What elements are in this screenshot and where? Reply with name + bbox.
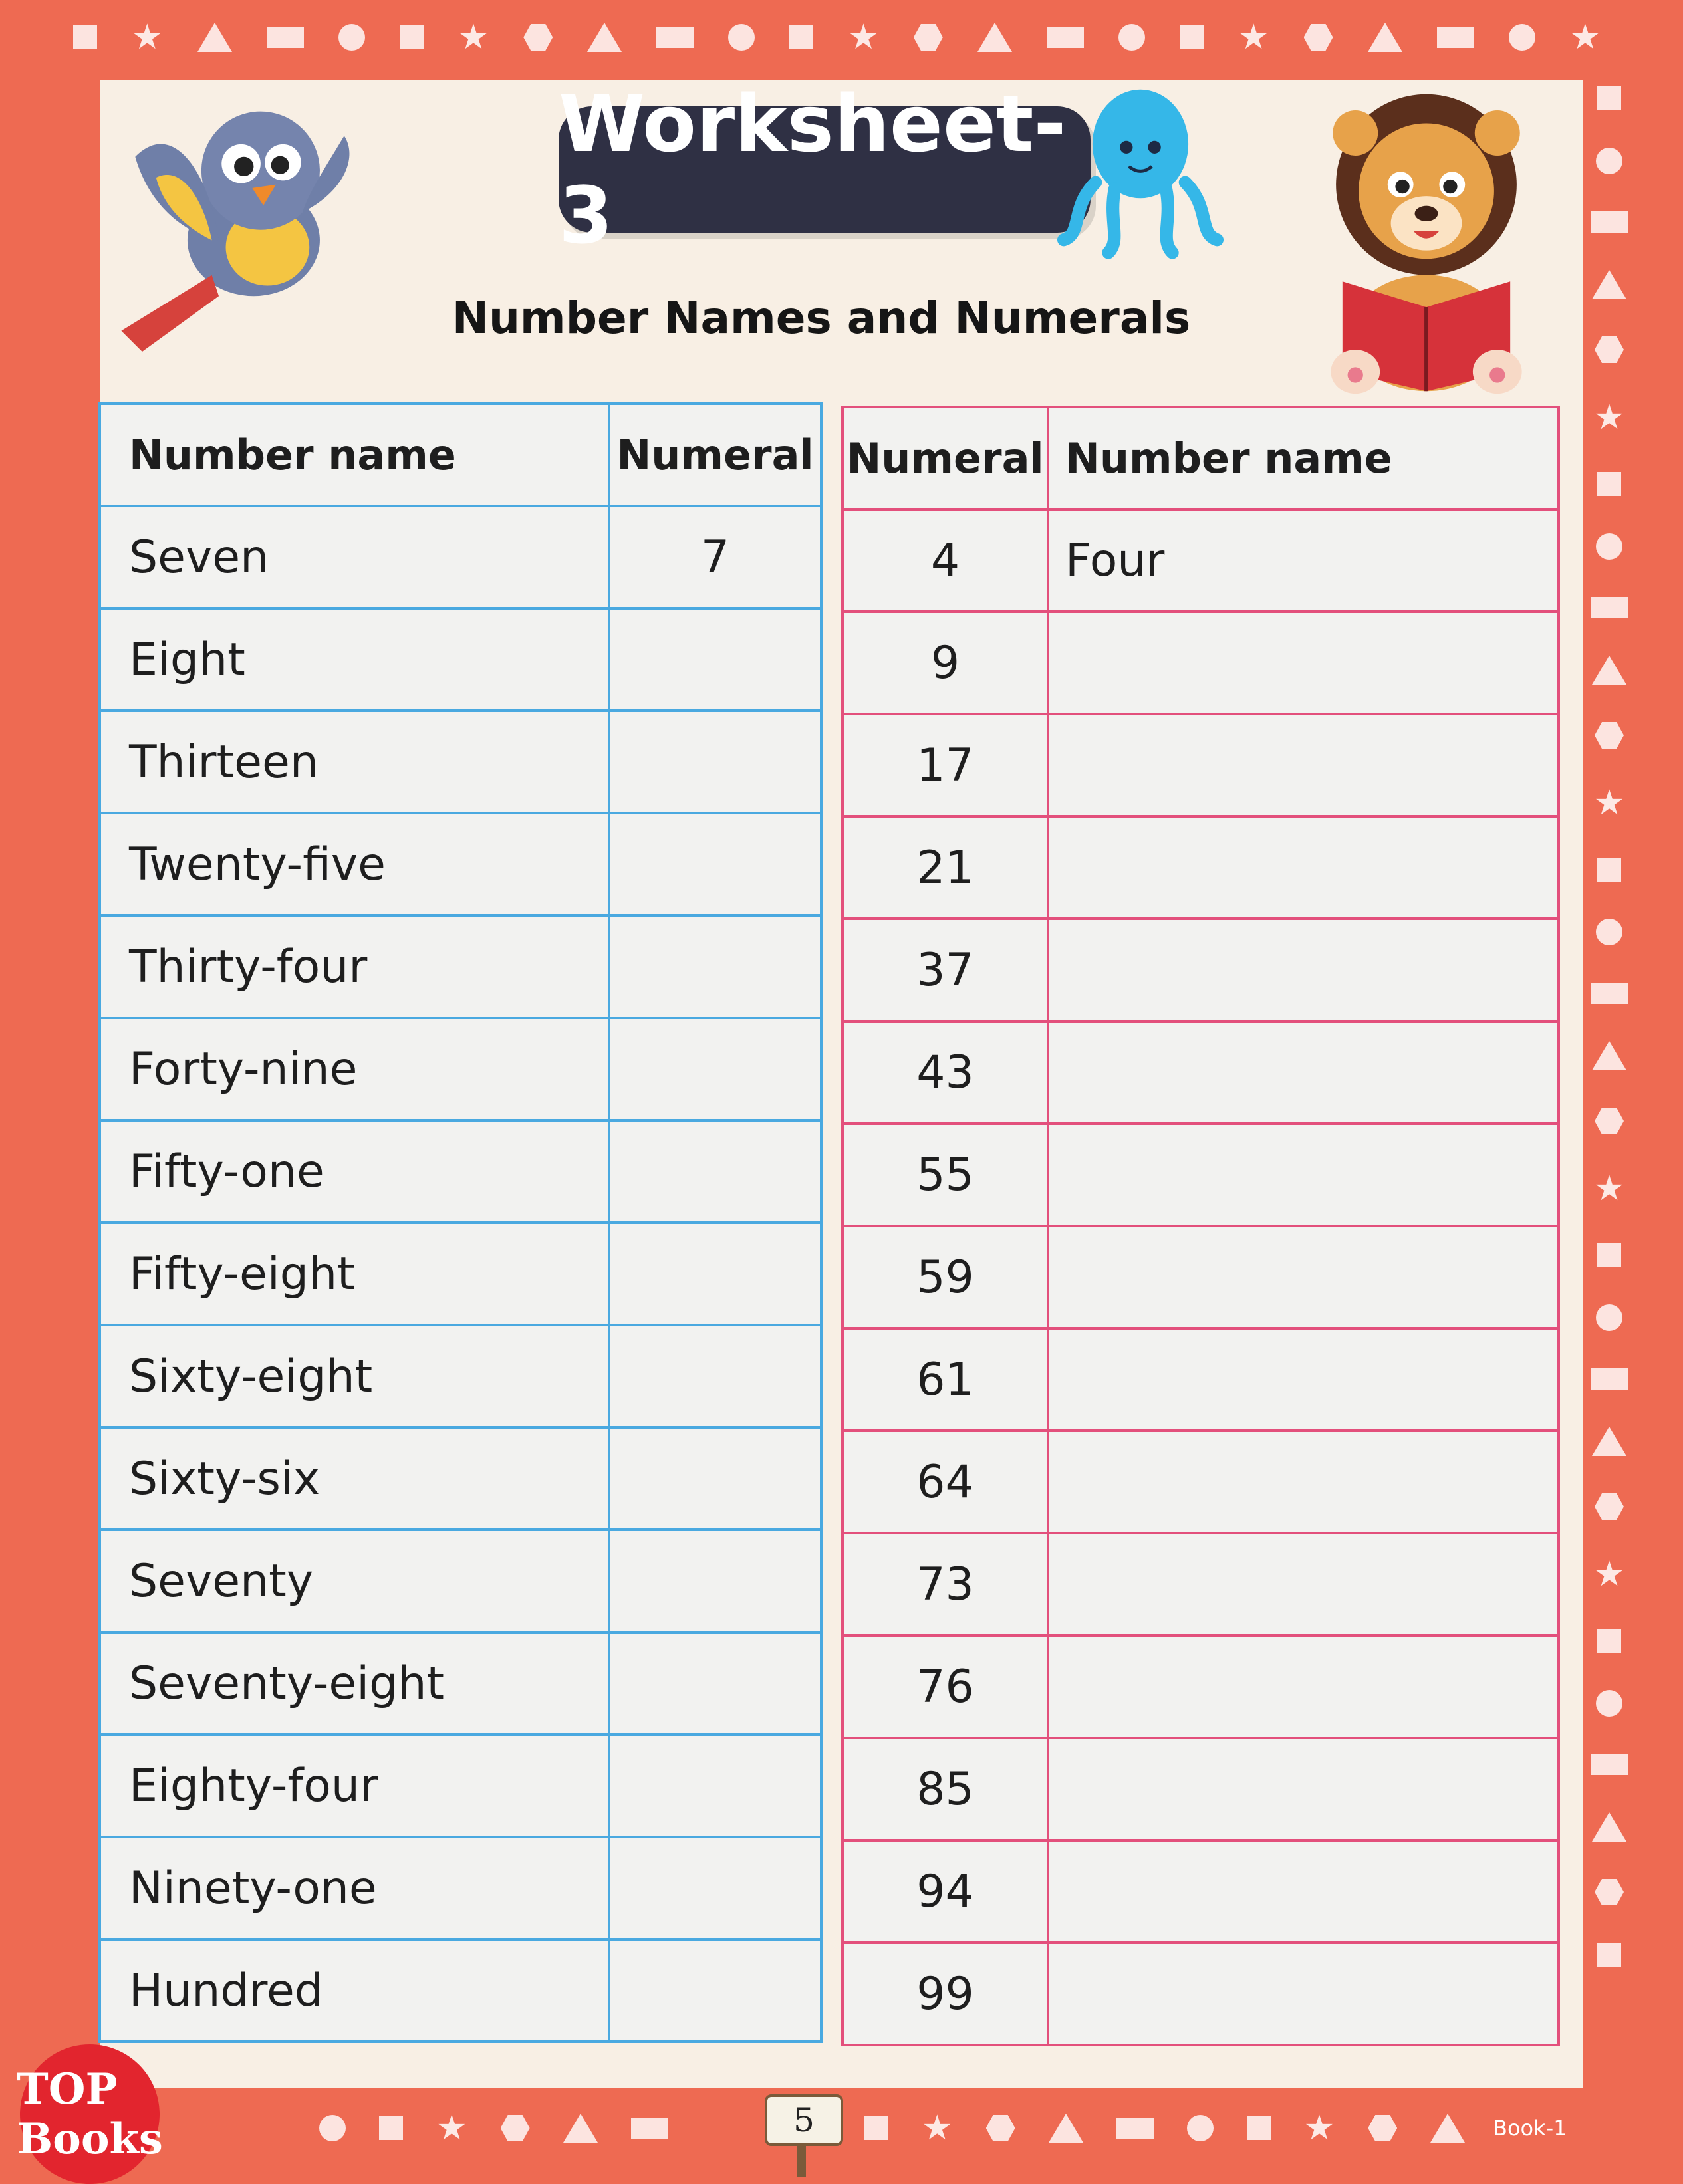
- number-name-cell[interactable]: [1048, 1431, 1559, 1533]
- hexagon-shape: [1595, 336, 1624, 363]
- number-name-cell[interactable]: [1048, 919, 1559, 1021]
- numeral-cell: 7: [609, 506, 821, 608]
- triangle-shape: [977, 23, 1012, 52]
- star-shape: ★: [1593, 1554, 1625, 1594]
- table-row: [100, 1325, 821, 1427]
- bird-illustration: [93, 73, 372, 366]
- header-numeral: Numeral: [609, 404, 821, 506]
- numeral-cell[interactable]: [609, 1120, 821, 1223]
- table-row: [842, 1533, 1559, 1636]
- square-shape: [1180, 25, 1204, 49]
- number-name-cell[interactable]: [1048, 1328, 1559, 1431]
- triangle-shape: [1368, 23, 1402, 52]
- page-number-sign: 5: [765, 2094, 843, 2146]
- numeral-cell[interactable]: [609, 608, 821, 711]
- triangle-shape: [1592, 270, 1626, 299]
- triangle-shape: [1592, 656, 1626, 685]
- frame-shapes-right: [1591, 86, 1628, 1967]
- table-row: [842, 1124, 1559, 1226]
- numeral-cell: 73: [842, 1533, 1048, 1636]
- number-name-cell[interactable]: [1048, 1943, 1559, 2045]
- numeral-cell: 4: [842, 509, 1048, 612]
- numeral-cell[interactable]: [609, 1325, 821, 1427]
- rectangle-shape: [656, 27, 694, 48]
- numeral-cell[interactable]: [609, 915, 821, 1018]
- octopus-illustration: [1057, 80, 1224, 259]
- star-shape: ★: [457, 17, 489, 57]
- publisher-logo-badge: TOP Books: [20, 2044, 160, 2184]
- triangle-shape: [1592, 1041, 1626, 1070]
- circle-shape: [1596, 1690, 1622, 1717]
- circle-shape: [1596, 148, 1622, 174]
- table-row: [100, 1632, 821, 1735]
- star-shape: ★: [848, 17, 879, 57]
- rectangle-shape: [1116, 2118, 1154, 2139]
- numeral-cell: 85: [842, 1738, 1048, 1840]
- triangle-shape: [197, 23, 232, 52]
- number-name-cell: Hundred: [100, 1939, 609, 2042]
- header-number-name: Number name: [1048, 407, 1559, 509]
- sign-post: [797, 2144, 806, 2177]
- table-row: [100, 1018, 821, 1120]
- number-name-cell[interactable]: [1048, 1738, 1559, 1840]
- table-row: [100, 1120, 821, 1223]
- numeral-cell: 55: [842, 1124, 1048, 1226]
- triangle-shape: [587, 23, 622, 52]
- triangle-shape: [563, 2114, 598, 2143]
- star-shape: ★: [1593, 398, 1625, 437]
- table-row: [842, 1840, 1559, 1943]
- table-row: [100, 1735, 821, 1837]
- numeral-cell: 21: [842, 816, 1048, 919]
- number-name-cell: Eighty-four: [100, 1735, 609, 1837]
- square-shape: [1597, 1629, 1621, 1653]
- numeral-cell[interactable]: [609, 1427, 821, 1530]
- circle-shape: [1596, 1304, 1622, 1331]
- numeral-cell: 61: [842, 1328, 1048, 1431]
- frame-shapes-bottom: [319, 2108, 668, 2148]
- table-row: [842, 1431, 1559, 1533]
- star-shape: ★: [1237, 17, 1269, 57]
- numeral-cell[interactable]: [609, 1837, 821, 1939]
- circle-shape: [1596, 919, 1622, 945]
- table-row: [100, 1939, 821, 2042]
- number-name-cell: Forty-nine: [100, 1018, 609, 1120]
- table-row: [842, 509, 1559, 612]
- table-row: [842, 816, 1559, 919]
- number-name-cell: Thirteen: [100, 711, 609, 813]
- rectangle-shape: [1591, 597, 1628, 618]
- hexagon-shape: [914, 24, 943, 51]
- number-name-to-numeral-table: [98, 402, 823, 2043]
- hexagon-shape: [986, 2115, 1015, 2141]
- numeral-cell[interactable]: [609, 1530, 821, 1632]
- number-name-cell: Fifty-one: [100, 1120, 609, 1223]
- table-row: [100, 608, 821, 711]
- lion-reading-illustration: [1317, 86, 1536, 399]
- table-row: [100, 1427, 821, 1530]
- square-shape: [73, 25, 97, 49]
- rectangle-shape: [1437, 27, 1474, 48]
- hexagon-shape: [523, 24, 553, 51]
- square-shape: [789, 25, 813, 49]
- numeral-cell[interactable]: [609, 1735, 821, 1837]
- star-shape: ★: [1569, 17, 1601, 57]
- numeral-cell[interactable]: [609, 711, 821, 813]
- square-shape: [1247, 2116, 1271, 2140]
- circle-shape: [338, 24, 365, 51]
- star-shape: ★: [1593, 1169, 1625, 1209]
- table-row: [842, 1226, 1559, 1328]
- number-name-cell: Sixty-six: [100, 1427, 609, 1530]
- worksheet-subtitle: Number Names and Numerals: [452, 293, 1191, 344]
- frame-shapes-top: [73, 17, 1601, 57]
- table-row: [842, 714, 1559, 816]
- rectangle-shape: [267, 27, 304, 48]
- table-row: [100, 813, 821, 915]
- rectangle-shape: [1591, 1754, 1628, 1775]
- hexagon-shape: [1595, 722, 1624, 749]
- hexagon-shape: [1368, 2115, 1397, 2141]
- triangle-shape: [1592, 1427, 1626, 1456]
- numeral-cell: 37: [842, 919, 1048, 1021]
- numeral-cell[interactable]: [609, 1018, 821, 1120]
- circle-shape: [1509, 24, 1535, 51]
- hexagon-shape: [1595, 1493, 1624, 1520]
- circle-shape: [728, 24, 755, 51]
- number-name-cell: Seven: [100, 506, 609, 608]
- worksheet-title: Worksheet-3: [559, 106, 1091, 233]
- circle-shape: [1187, 2115, 1214, 2141]
- table-row: [100, 915, 821, 1018]
- table-row: [100, 1837, 821, 1939]
- hexagon-shape: [1595, 1879, 1624, 1905]
- number-name-cell: Thirty-four: [100, 915, 609, 1018]
- table-row: [842, 612, 1559, 714]
- number-name-cell[interactable]: [1048, 1533, 1559, 1636]
- table-row: [842, 1021, 1559, 1124]
- number-name-cell: Ninety-one: [100, 1837, 609, 1939]
- numeral-cell: 9: [842, 612, 1048, 714]
- number-name-cell: Fifty-eight: [100, 1223, 609, 1325]
- table-row: [100, 1223, 821, 1325]
- number-name-cell[interactable]: [1048, 1840, 1559, 1943]
- rectangle-shape: [1591, 1368, 1628, 1390]
- square-shape: [1597, 1243, 1621, 1267]
- rectangle-shape: [1591, 211, 1628, 233]
- number-name-cell: Sixty-eight: [100, 1325, 609, 1427]
- star-shape: ★: [1593, 783, 1625, 823]
- rectangle-shape: [1591, 983, 1628, 1004]
- table-row: [842, 1636, 1559, 1738]
- numeral-cell: 76: [842, 1636, 1048, 1738]
- numeral-cell: 99: [842, 1943, 1048, 2045]
- square-shape: [1597, 472, 1621, 496]
- header-numeral: Numeral: [842, 407, 1048, 509]
- number-name-cell[interactable]: [1048, 612, 1559, 714]
- table-row: [842, 1738, 1559, 1840]
- table-row: [100, 506, 821, 608]
- number-name-cell: Twenty-five: [100, 813, 609, 915]
- star-shape: ★: [132, 17, 163, 57]
- number-name-cell: Seventy-eight: [100, 1632, 609, 1735]
- square-shape: [1597, 858, 1621, 882]
- numeral-cell: 43: [842, 1021, 1048, 1124]
- numeral-to-number-name-table: [841, 406, 1560, 2046]
- number-name-cell: Seventy: [100, 1530, 609, 1632]
- circle-shape: [1118, 24, 1145, 51]
- rectangle-shape: [1047, 27, 1084, 48]
- numeral-cell[interactable]: [609, 813, 821, 915]
- number-name-cell[interactable]: [1048, 1226, 1559, 1328]
- square-shape: [1597, 86, 1621, 110]
- book-label: Book-1: [1493, 2116, 1567, 2141]
- number-name-cell[interactable]: [1048, 816, 1559, 919]
- number-name-cell[interactable]: [1048, 714, 1559, 816]
- number-name-cell[interactable]: [1048, 1021, 1559, 1124]
- numeral-cell[interactable]: [609, 1223, 821, 1325]
- table-row: [842, 1328, 1559, 1431]
- square-shape: [864, 2116, 888, 2140]
- number-name-cell[interactable]: [1048, 1124, 1559, 1226]
- hexagon-shape: [501, 2115, 530, 2141]
- star-shape: ★: [922, 2108, 953, 2148]
- numeral-cell[interactable]: [609, 1632, 821, 1735]
- hexagon-shape: [1304, 24, 1333, 51]
- table-row: [842, 1943, 1559, 2045]
- number-name-cell: Eight: [100, 608, 609, 711]
- square-shape: [379, 2116, 403, 2140]
- header-number-name: Number name: [100, 404, 609, 506]
- table-row: [100, 1530, 821, 1632]
- numeral-cell: 94: [842, 1840, 1048, 1943]
- star-shape: ★: [1303, 2108, 1335, 2148]
- star-shape: ★: [436, 2108, 467, 2148]
- table-row: [842, 919, 1559, 1021]
- square-shape: [1597, 1943, 1621, 1967]
- circle-shape: [319, 2115, 346, 2141]
- triangle-shape: [1049, 2114, 1083, 2143]
- numeral-cell[interactable]: [609, 1939, 821, 2042]
- rectangle-shape: [631, 2118, 668, 2139]
- triangle-shape: [1592, 1812, 1626, 1842]
- circle-shape: [1596, 533, 1622, 560]
- number-name-cell[interactable]: [1048, 1636, 1559, 1738]
- numeral-cell: 64: [842, 1431, 1048, 1533]
- numeral-cell: 59: [842, 1226, 1048, 1328]
- table-row: [100, 711, 821, 813]
- square-shape: [400, 25, 424, 49]
- numeral-cell: 17: [842, 714, 1048, 816]
- number-name-cell: Four: [1048, 509, 1559, 612]
- hexagon-shape: [1595, 1108, 1624, 1134]
- frame-shapes-bottom-right: [864, 2108, 1465, 2148]
- triangle-shape: [1430, 2114, 1465, 2143]
